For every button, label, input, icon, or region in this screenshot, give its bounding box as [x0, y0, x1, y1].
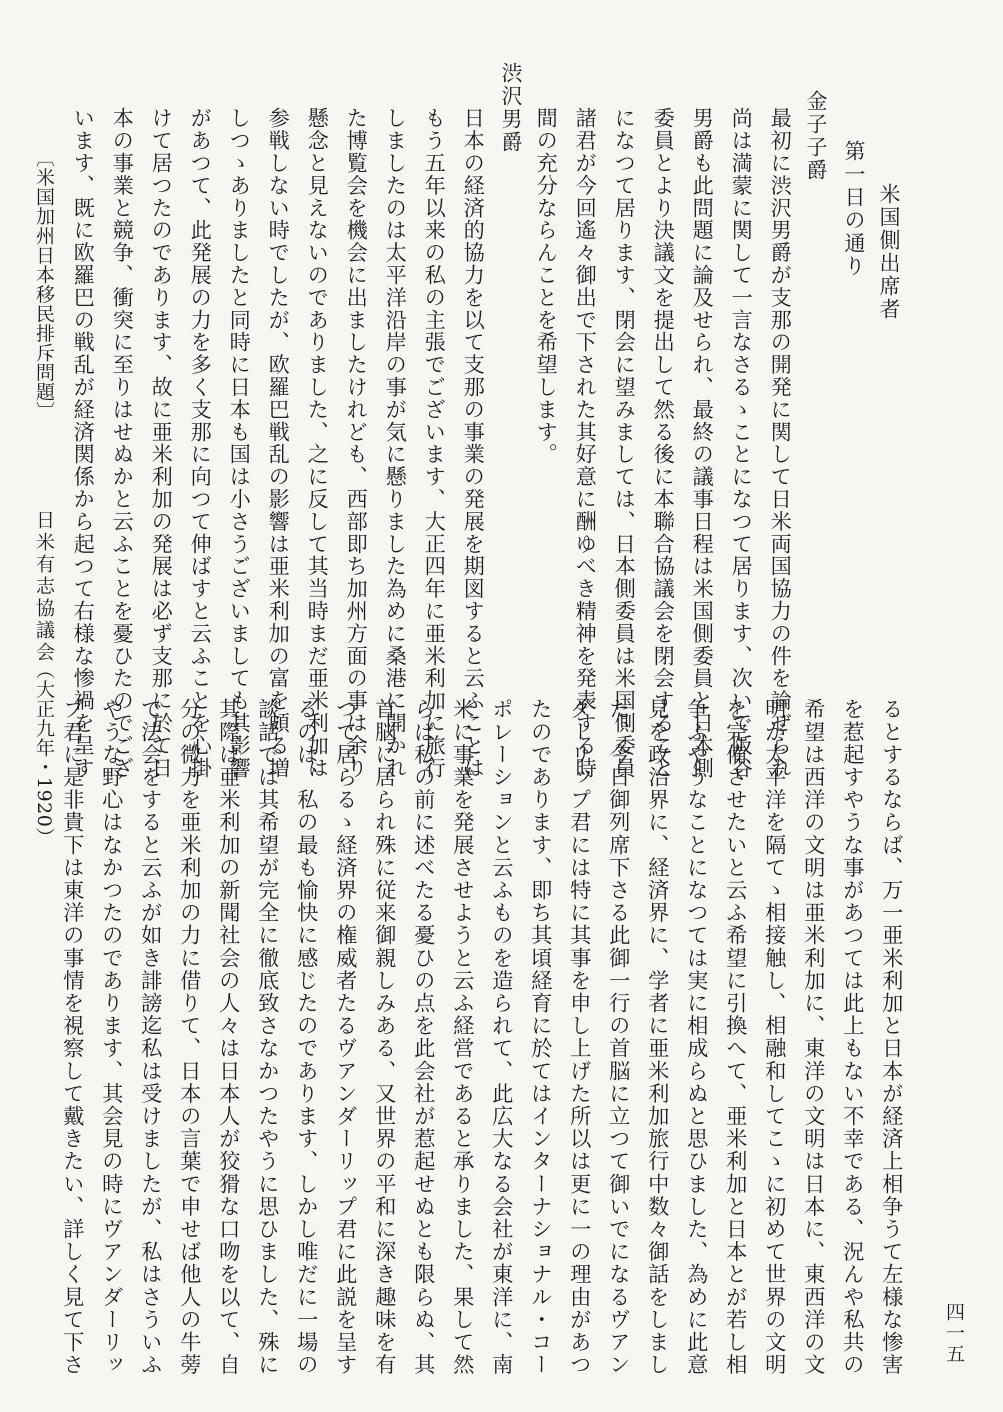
text-column: つて居らるゝ経済界の権威者たるヴアンダーリップ君に此説を呈す [332, 698, 358, 1376]
text-column: た博覧会を機会に出ましたけれども、西部即ち加州方面の事は余り [344, 107, 370, 779]
text-column: 委員とより決議文を提出して然る後に本聯合協議会を閉会すること [651, 107, 677, 779]
text-column: るとするならば、万一亜米利加と日本が経済上相争うて左様な惨害 [878, 698, 904, 1376]
running-header-topic: 〔米国加州日本移民排斥問題〕 [33, 148, 55, 421]
page-number: 四一五 [943, 1302, 965, 1365]
text-column: けて居つたのであります、故に亜米利加の発展は必ず支那に於て日 [149, 107, 175, 779]
text-column: ダーリップ君には特に其事を申し上げた所以は更に一の理由があつ [566, 698, 592, 1376]
text-column: 日本の経済的協力を以て支那の事業の発展を期図すると云ふことは [461, 107, 487, 779]
text-column: らば私の前に述べたる憂ひの点を此会社が惹起せぬとも限らぬ、其 [410, 698, 436, 1376]
text-column: 男爵も此問題に論及せられ、最終の議事日程は米国側委員と日本側 [690, 107, 716, 779]
text-column: になつて居ります、閉会に望みましては、日本側委員は米国側委員 [612, 107, 638, 779]
text-column: で法会をすると云ふが如き誹謗迄私は受けましたが、私はさういふ [137, 698, 163, 1376]
text-column: プ君に是非貴下は東洋の事情を視察して戴きたい、詳しく見て下さ [59, 698, 85, 1376]
section-subheading: 第一日の通り [842, 140, 866, 278]
section-heading: 米国側出席者 [877, 183, 901, 321]
text-column: があつて、此発展の力を多く支那に向つて伸ばすと云ふことを心掛 [188, 107, 214, 779]
text-column: しつゝありましたと同時に日本も国は小さうございましても其影響 [227, 107, 253, 779]
running-header-year: （大正九年・1920） [33, 660, 55, 847]
text-column: るのは、私の最も愉快に感じたのであります、しかし唯だに一場の [293, 698, 319, 1376]
text-column: を完備させたいと云ふ希望に引換へて、亜米利加と日本とが若し相 [722, 698, 748, 1376]
text-column: 見を政治界に、経済界に、学者に亜米利加旅行中数々御話をしまし [644, 698, 670, 1376]
text-column: ポレーションと云ふものを造られて、此広大なる会社が東洋に、南 [488, 698, 514, 1376]
speaker-name: 渋沢男爵 [499, 62, 523, 154]
text-column: 懸念と見えないのでありました、之に反して其当時まだ亜米利加は [305, 107, 331, 779]
text-column: 分の微力を亜米利加の力に借りて、日本の言葉で申せば他人の牛蒡 [176, 698, 202, 1376]
text-column: います、既に欧羅巴の戦乱が経済関係から起つて右様な惨禍を呈す [71, 107, 97, 779]
text-column: たのであります、即ち其頃経育に於てはインターナショナル・コー [527, 698, 553, 1376]
text-column: 明が太平洋を隔てゝ相接触し、相融和してこゝに初めて世界の文明 [761, 698, 787, 1376]
text-column: 参戦しない時でしたが、欧羅巴戦乱の影響は亜米利加の富を頗る増 [266, 107, 292, 779]
text-column: 米に事業を発展させようと云ふ経営であると承りました、果して然 [449, 698, 475, 1376]
text-column: しましたのは太平洋沿岸の事が気に懸りました為めに桑港に開かれ [383, 107, 409, 779]
text-column: 本の事業と競争、衝突に至りはせぬかと云ふことを憂ひたのでござ [110, 107, 136, 779]
speaker-name: 金子子爵 [804, 90, 828, 182]
text-column: 諸君が今回遙々御出で下された其好意に酬ゆべき精神を発表する時 [573, 107, 599, 779]
text-column: 首脳に居られ殊に従来御親しみある、又世界の平和に深き趣味を有 [371, 698, 397, 1376]
text-column: 希望は西洋の文明は亜米利加に、東洋の文明は日本に、東西洋の文 [800, 698, 826, 1376]
text-column: を惹起すやうな事があつては此上もない不幸である、況んや私共の [839, 698, 865, 1376]
text-column: もう五年以来の私の主張でございます、大正四年に亜米利加に旅行 [422, 107, 448, 779]
text-column: 其際は亜米利加の新聞社会の人々は日本人が狡猾な口吻を以て、自 [215, 698, 241, 1376]
text-column: 談話では其希望が完全に徹底致さなかつたやうに思ひました、殊に [254, 698, 280, 1376]
text-column: た、今日御列席下さる此御一行の首脳に立つて御いでになるヴアン [605, 698, 631, 1376]
text-column: 尚は満蒙に関して一言なさるゝことになつて居ります、次いで阪谷 [729, 107, 755, 779]
text-column: 争ふやうなことになつては実に相成らぬと思ひました、為めに此意 [683, 698, 709, 1376]
text-column: 間の充分ならんことを希望します。 [534, 107, 560, 466]
text-column: 最初に渋沢男爵が支那の開発に関して日米両国協力の件を論ぜられ [768, 107, 794, 779]
text-column: やうな野心はなかつたのであります、其会見の時にヴアンダーリッ [98, 698, 124, 1376]
running-header-conference: 日米有志協議会 [33, 510, 55, 664]
